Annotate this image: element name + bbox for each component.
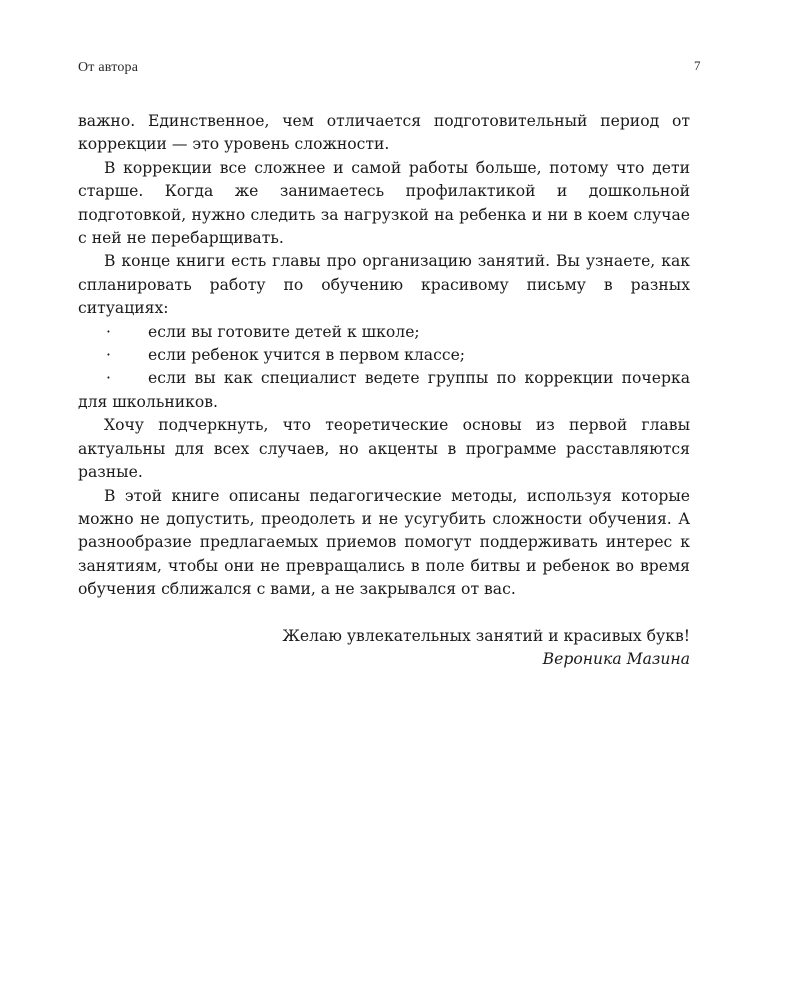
bullet-list: [78, 321, 690, 415]
running-title: От автора: [78, 60, 139, 75]
author-signature: Вероника Мазина: [542, 649, 690, 668]
bullet-marker: ·: [106, 369, 111, 388]
main-text: [78, 110, 690, 671]
closing-wish: Желаю увлекательных занятий и красивых букв!: [282, 626, 690, 645]
paragraph: В коррекции все сложнее и самой работы больше, потому что дети старше. Когда же занимаетесь профилактикой и дошкольной подготовкой, нужно следить за нагрузкой на ребенка и ни в коем случае с ней не перебарщивать.: [78, 158, 690, 248]
page-number: 7: [694, 58, 701, 73]
bullet-marker: ·: [106, 322, 111, 341]
paragraph: В этой книге описаны педагогические методы, используя которые можно не допустить, преодолеть и не усугубить сложности обучения. А разнообразие предлагаемых приемов помогут поддерживать интерес к занятиям, чтобы они не превращались в поле битвы и ребенок во время обучения сближался с вами, а не закрывался от вас.: [78, 486, 690, 599]
list-item: [78, 367, 690, 414]
list-item-text: если ребенок учится в первом классе;: [148, 346, 466, 365]
paragraph: Хочу подчеркнуть, что теоретические основы из первой главы актуальны для всех случаев, но акценты в программе расставляются разные.: [78, 416, 690, 482]
list-item-text: если вы готовите детей к школе;: [148, 322, 420, 341]
list-item: [78, 344, 690, 367]
list-item-text: если вы как специалист ведете группы по коррекции почерка для школьников.: [78, 369, 690, 411]
bullet-marker: ·: [106, 346, 111, 365]
list-item: [78, 321, 690, 344]
paragraph: В конце книги есть главы про организацию занятий. Вы узнаете, как спланировать работу по обучению красивому письму в разных ситуациях:: [78, 252, 690, 318]
closing-block: [78, 625, 690, 672]
paragraph: важно. Единственное, чем отличается подготовительный период от коррекции — это уровень сложности.: [78, 112, 690, 154]
